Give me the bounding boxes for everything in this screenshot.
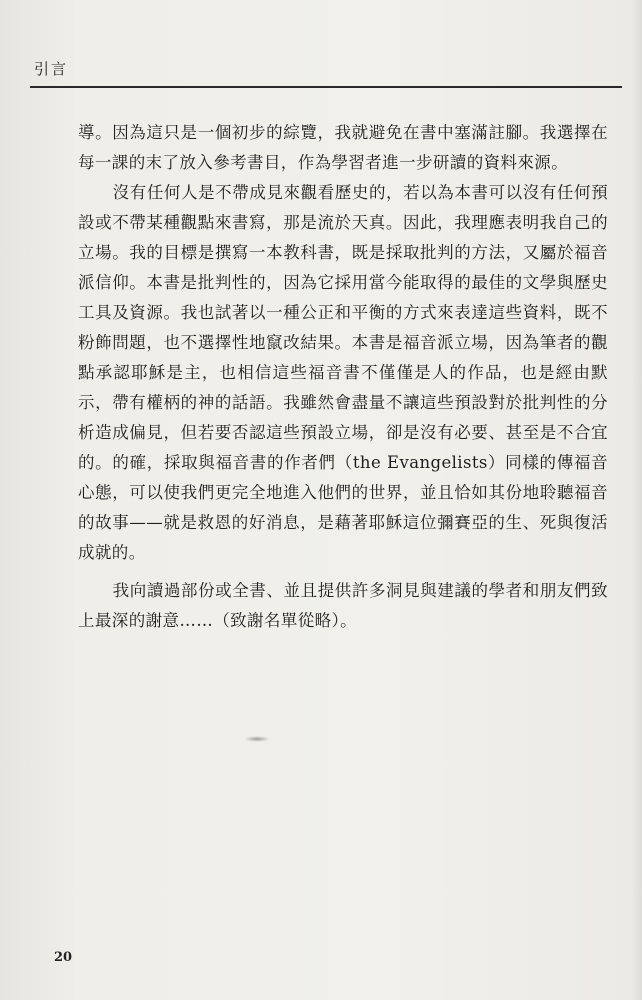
running-head: 引言	[34, 60, 69, 78]
body-text	[78, 118, 608, 636]
paragraph-continued: 導。因為這只是一個初步的綜覽，我就避免在書中塞滿註腳。我選擇在每一課的末了放入參考書目，作為學習者進一步研讀的資料來源。	[78, 123, 608, 172]
ink-smudge	[244, 736, 270, 742]
paragraph-perspective: 沒有任何人是不帶成見來觀看歷史的，若以為本書可以沒有任何預設或不帶某種觀點來書寫，那是流於天真。因此，我理應表明我自己的立場。我的目標是撰寫一本教科書，既是採取批判的方法，又屬於福音派信仰。本書是批判性的，因為它採用當今能取得的最佳的文學與歷史工具及資源。我也試著以一種公正和平衡的方式來表達這些資料，既不粉飾問題，也不選擇性地竄改結果。本書是福音派立場，因為筆者的觀點承認耶穌是主，也相信這些福音書不僅僅是人的作品，也是經由默示，帶有權柄的神的話語。我雖然會盡量不讓這些預設對於批判性的分析造成偏見，但若要否認這些預設立場，卻是沒有必要、甚至是不合宜的。的確，採取與福音書的作者們（the Evangelists）同樣的傳福音心態，可以使我們更完全地進入他們的世界，並且恰如其份地聆聽福音的故事——就是救恩的好消息，是藉著耶穌這位彌賽亞的生、死與復活成就的。	[78, 183, 608, 562]
header-rule	[30, 86, 622, 88]
page-edge-shadow	[632, 0, 642, 1000]
paragraph-acknowledgements: 我向讀過部份或全書、並且提供許多洞見與建議的學者和朋友們致上最深的謝意……（致謝名單從略）。	[78, 581, 608, 630]
page-number: 20	[54, 950, 73, 965]
